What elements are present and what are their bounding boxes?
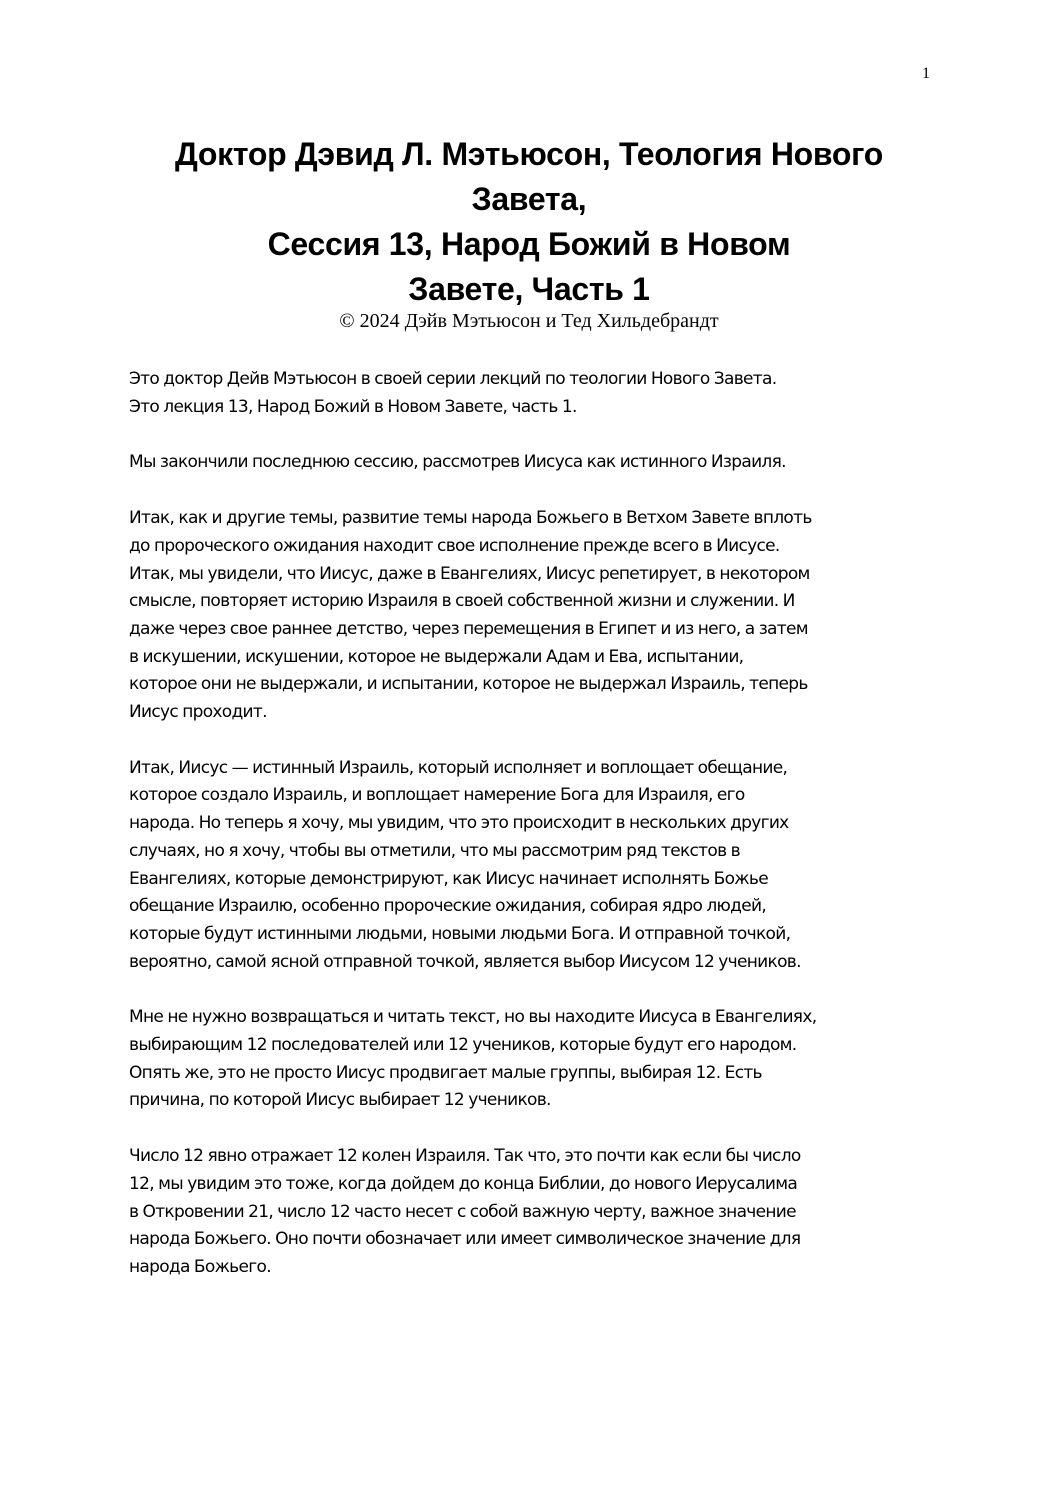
- text-line: Это доктор Дейв Мэтьюсон в своей серии лекций по теологии Нового Завета.: [129, 369, 777, 389]
- text-line: Это лекция 13, Народ Божий в Новом Завете, часть 1.: [129, 396, 577, 417]
- text-line: которые будут истинными людьми, новыми людьми Бога. И отправной точкой,: [129, 923, 791, 944]
- text-line: обещание Израилю, особенно пророческие ожидания, собирая ядро людей,: [129, 896, 767, 917]
- text-line: даже через свое раннее детство, через перемещения в Египет и из него, а затем: [129, 618, 808, 639]
- paragraph: [129, 1004, 934, 1115]
- text-line: выбирающим 12 последователей или 12 учеников, которые будут его народом.: [129, 1035, 797, 1056]
- text-line: Иисус проходит.: [129, 702, 267, 723]
- text-line: в Откровении 21, число 12 часто несет с собой важную черту, важное значение: [129, 1201, 796, 1222]
- text-line: в искушении, искушении, которое не выдержали Адам и Ева, испытании,: [129, 646, 744, 667]
- paragraph: [129, 366, 934, 421]
- text-line: 12, мы увидим это тоже, когда дойдем до конца Библии, до нового Иерусалима: [129, 1173, 798, 1194]
- text-line: вероятно, самой ясной отправной точкой, является выбор Иисусом 12 учеников.: [129, 951, 801, 972]
- paragraph: [129, 449, 934, 477]
- text-line: Евангелиях, которые демонстрируют, как Иисус начинает исполнять Божье: [129, 868, 768, 889]
- text-line: Итак, Иисус — истинный Израиль, который исполняет и воплощает обещание,: [129, 757, 788, 778]
- title-block: [100, 132, 958, 334]
- paragraph: [129, 755, 934, 977]
- text-line: Итак, мы увидели, что Иисус, даже в Евангелиях, Иисус репетирует, в некотором: [129, 563, 810, 584]
- title-line: Сессия 13, Народ Божий в Новом: [267, 226, 791, 262]
- page-number: 1: [922, 65, 930, 82]
- text-line: которое создало Израиль, и воплощает намерение Бога для Израиля, его: [129, 785, 745, 806]
- text-line: народа Божьего.: [129, 1256, 271, 1277]
- text-line: народа Божьего. Оно почти обозначает или имеет символическое значение для: [129, 1229, 801, 1250]
- title-line: Завета,: [471, 181, 587, 217]
- copyright-notice: © 2024 Дэйв Мэтьюсон и Тед Хильдебрандт: [339, 310, 719, 332]
- body-text: [129, 366, 934, 1310]
- paragraph: [129, 505, 934, 727]
- paragraph: [129, 1143, 934, 1282]
- text-line: Мы закончили последнюю сессию, рассмотрев Иисуса как истинного Израиля.: [129, 452, 786, 473]
- text-line: случаях, но я хочу, чтобы вы отметили, что мы рассмотрим ряд текстов в: [129, 840, 740, 861]
- title-line: Завете, Часть 1: [408, 271, 650, 307]
- text-line: Опять же, это не просто Иисус продвигает малые группы, выбирая 12. Есть: [129, 1062, 762, 1083]
- text-line: смысле, повторяет историю Израиля в своей собственной жизни и служении. И: [129, 591, 795, 612]
- text-line: до пророческого ожидания находит свое исполнение прежде всего в Иисусе.: [129, 535, 780, 556]
- text-line: Мне не нужно возвращаться и читать текст, но вы находите Иисуса в Евангелиях,: [129, 1007, 817, 1028]
- title-line: Доктор Дэвид Л. Мэтьюсон, Теология Нового: [175, 136, 883, 172]
- text-line: Итак, как и другие темы, развитие темы народа Божьего в Ветхом Завете вплоть: [129, 508, 812, 529]
- text-line: причина, по которой Иисус выбирает 12 учеников.: [129, 1090, 551, 1111]
- text-line: которое они не выдержали, и испытании, которое не выдержал Израиль, теперь: [129, 674, 808, 695]
- text-line: народа. Но теперь я хочу, мы увидим, что это происходит в нескольких других: [129, 813, 789, 834]
- text-line: Число 12 явно отражает 12 колен Израиля. Так что, это почти как если бы число: [129, 1146, 801, 1167]
